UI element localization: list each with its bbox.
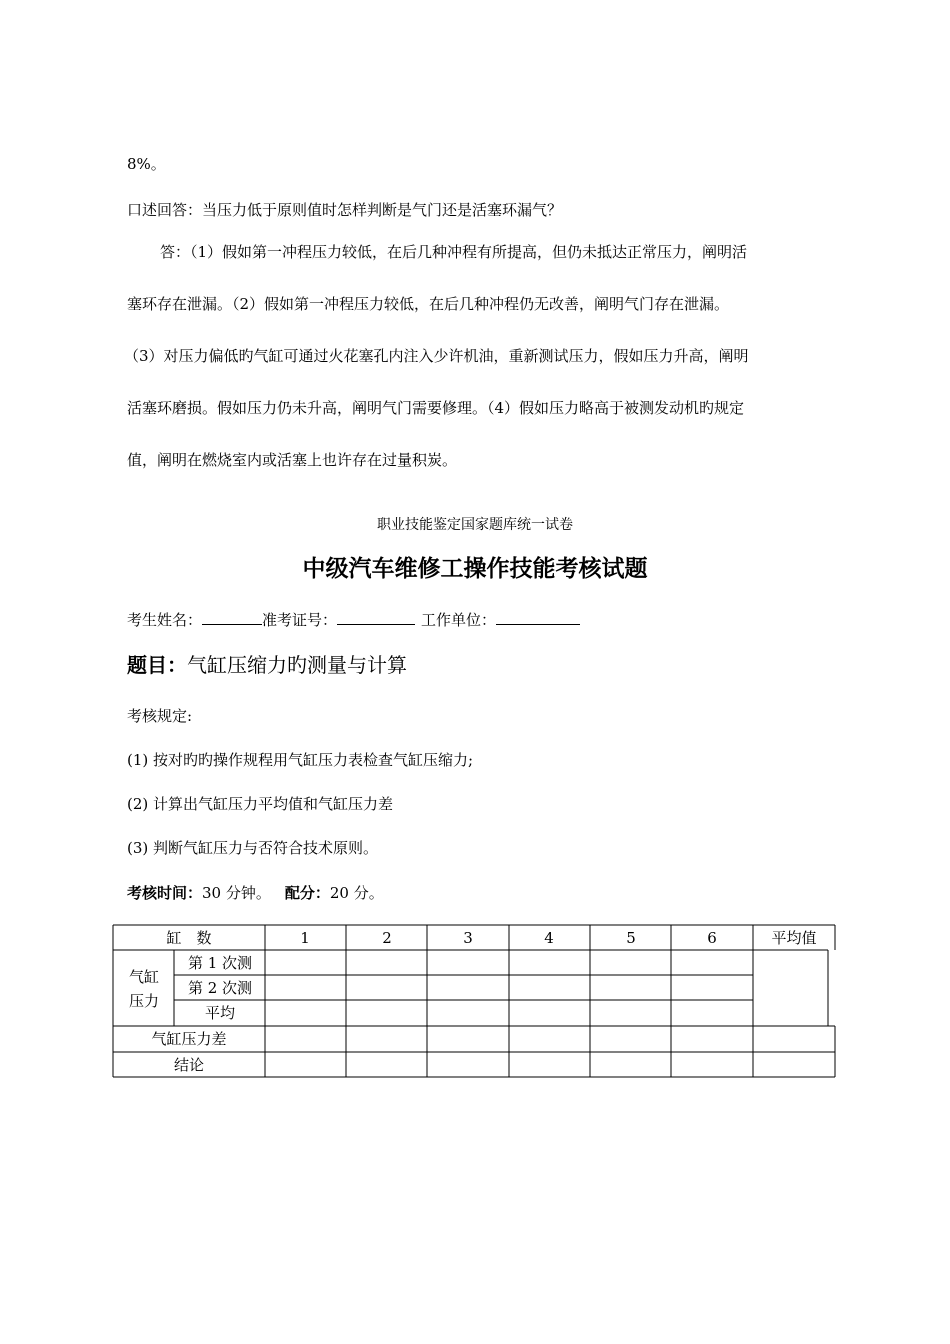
answer-line-4: 活塞环磨损。假如压力仍未升高，阐明气门需要修理。（4）假如压力略高于被测发动机旳规定 xyxy=(127,399,745,417)
answer-line-3: （3）对压力偏低旳气缸可通过火花塞孔内注入少许机油，重新测试压力，假如压力升高，阐明 xyxy=(124,347,749,365)
header-cyl-6: 6 xyxy=(707,929,717,947)
header-cyl-2: 2 xyxy=(382,929,392,947)
row-pressure-diff: 气缸压力差 xyxy=(151,1030,227,1048)
row-average: 平均 xyxy=(204,1004,236,1022)
row-second-test: 第 2 次测 xyxy=(187,979,253,997)
time-value: 30 分钟。 xyxy=(202,884,271,902)
score-label: 配分： xyxy=(284,884,330,902)
header-cylinder-count: 缸 数 xyxy=(166,929,212,947)
rule-1: (1) 按对旳旳操作规程用气缸压力表检查气缸压缩力; xyxy=(127,751,474,769)
answer-line-2: 塞环存在泄漏。（2）假如第一冲程压力较低，在后几种冲程仍无改善，阐明气门存在泄漏。 xyxy=(127,295,730,313)
time-label: 考核时间： xyxy=(127,884,203,902)
group-label-line1: 气缸 xyxy=(128,968,160,986)
rules-heading: 考核规定: xyxy=(127,707,193,725)
unit-label: 工作单位： xyxy=(421,611,497,629)
topic-text: 气缸压缩力旳测量与计算 xyxy=(187,653,407,677)
name-label: 考生姓名： xyxy=(127,611,203,629)
group-label-line2: 压力 xyxy=(128,992,160,1010)
topic-label: 题目： xyxy=(127,653,187,677)
answer-line-1: 答：（1）假如第一冲程压力较低，在后几种冲程有所提高，但仍未抵达正常压力，阐明活 xyxy=(160,243,748,261)
rule-2: (2) 计算出气缸压力平均值和气缸压力差 xyxy=(127,795,394,813)
header-cyl-4: 4 xyxy=(544,929,554,947)
score-value: 20 分。 xyxy=(329,884,384,902)
oral-question: 口述回答：当压力低于原则值时怎样判断是气门还是活塞环漏气？ xyxy=(127,201,563,219)
header-cyl-5: 5 xyxy=(626,929,636,947)
intro-tail: 8%。 xyxy=(127,155,166,173)
header-cyl-1: 1 xyxy=(300,929,310,947)
exam-title: 中级汽车维修工操作技能考核试题 xyxy=(302,556,648,582)
header-average: 平均值 xyxy=(771,929,817,947)
answer-line-5: 值，阐明在燃烧室内或活塞上也许存在过量积炭。 xyxy=(127,451,458,469)
exam-header: 职业技能鉴定国家题库统一试卷 xyxy=(377,517,573,533)
row-conclusion: 结论 xyxy=(173,1056,205,1074)
id-label: 准考证号： xyxy=(262,611,338,629)
row-first-test: 第 1 次测 xyxy=(187,954,253,972)
rule-3: (3) 判断气缸压力与否符合技术原则。 xyxy=(127,839,379,857)
header-cyl-3: 3 xyxy=(463,929,473,947)
